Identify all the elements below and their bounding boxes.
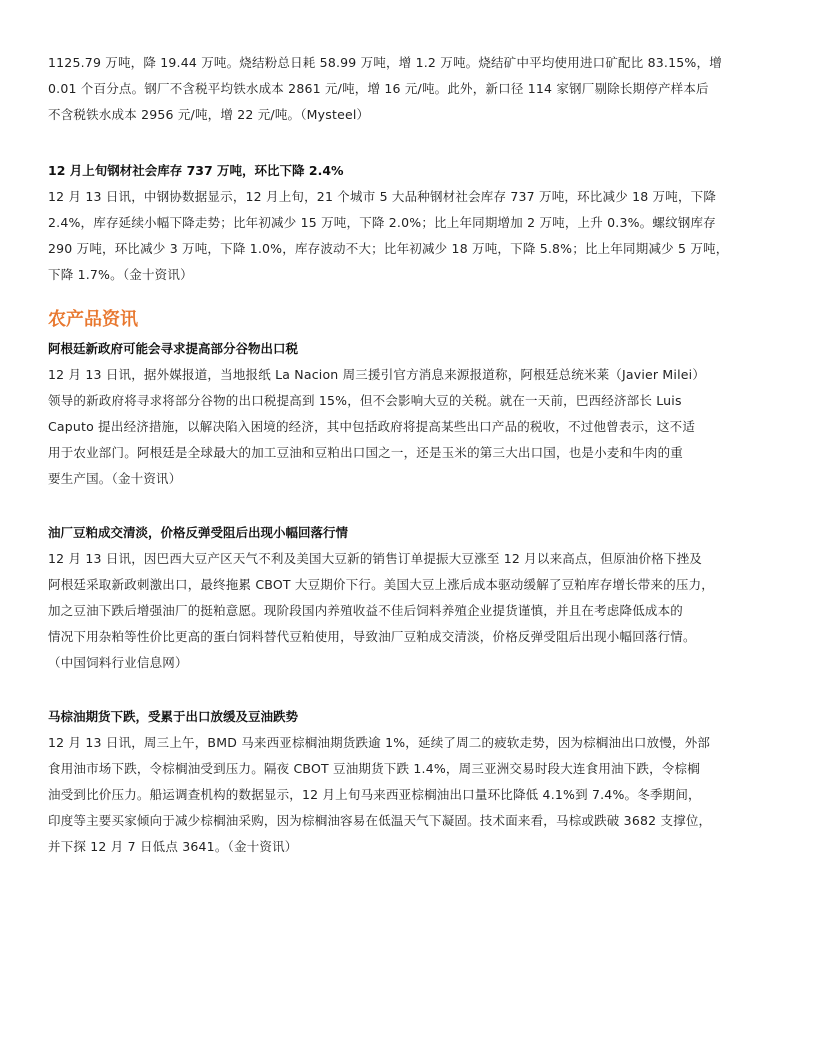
text-line: Caputo 提出经济措施，以解决陷入困境的经济，其中包括政府将提高某些出口产品的税收，不过他曾表示，这不适 bbox=[48, 419, 696, 434]
text-line: 食用油市场下跌，令棕榈油受到压力。隔夜 CBOT 豆油期货下跌 1.4%，周三亚洲交易时段大连食用油下跌，令棕榈 bbox=[48, 761, 700, 776]
steel-inventory-article bbox=[48, 158, 768, 288]
continuation-paragraph bbox=[48, 50, 768, 128]
article-body bbox=[48, 362, 768, 492]
text-line: 1125.79 万吨，降 19.44 万吨。烧结粉总日耗 58.99 万吨，增 1.2 万吨。烧结矿中平均使用进口矿配比 83.15%，增 bbox=[48, 55, 722, 70]
article-headline: 阿根廷新政府可能会寻求提高部分谷物出口税 bbox=[48, 341, 299, 356]
article-headline: 12 月上旬钢材社会库存 737 万吨，环比下降 2.4% bbox=[48, 163, 344, 178]
text-line: 并下探 12 月 7 日低点 3641。（金十资讯） bbox=[48, 839, 298, 854]
text-line: 290 万吨，环比减少 3 万吨，下降 1.0%，库存波动不大；比年初减少 18 万吨，下降 5.8%；比上年同期减少 5 万吨， bbox=[48, 241, 729, 256]
text-line: 0.01 个百分点。钢厂不含税平均铁水成本 2861 元/吨，增 16 元/吨。此外，新口径 114 家钢厂剔除长期停产样本后 bbox=[48, 81, 709, 96]
text-line: 要生产国。（金十资讯） bbox=[48, 471, 182, 486]
text-line: 12 月 13 日讯，据外媒报道，当地报纸 La Nacion 周三援引官方消息来源报道称，阿根廷总统米莱（Javier Milei） bbox=[48, 367, 706, 382]
text-line: 领导的新政府将寻求将部分谷物的出口税提高到 15%，但不会影响大豆的关税。就在一天前，巴西经济部长 Luis bbox=[48, 393, 682, 408]
article-body bbox=[48, 546, 768, 676]
text-line: 不含税铁水成本 2956 元/吨，增 22 元/吨。（Mysteel） bbox=[48, 107, 370, 122]
article-body bbox=[48, 184, 768, 288]
text-line: 12 月 13 日讯，中钢协数据显示，12 月上旬，21 个城市 5 大品种钢材社会库存 737 万吨，环比减少 18 万吨，下降 bbox=[48, 189, 717, 204]
text-line: 情况下用杂粕等性价比更高的蛋白饲料替代豆粕使用，导致油厂豆粕成交清淡，价格反弹受阻后出现小幅回落行情。 bbox=[48, 629, 696, 644]
text-line: 阿根廷采取新政刺激出口，最终拖累 CBOT 大豆期价下行。美国大豆上涨后成本驱动缓解了豆粕库存增长带来的压力， bbox=[48, 577, 715, 592]
text-line: 用于农业部门。阿根廷是全球最大的加工豆油和豆粕出口国之一，还是玉米的第三大出口国，也是小麦和牛肉的重 bbox=[48, 445, 684, 460]
text-line: 印度等主要买家倾向于减少棕榈油采购，因为棕榈油容易在低温天气下凝固。技术面来看，马棕或跌破 3682 支撑位， bbox=[48, 813, 712, 828]
article-headline: 马棕油期货下跌，受累于出口放缓及豆油跌势 bbox=[48, 709, 299, 724]
text-line: （中国饲料行业信息网） bbox=[48, 655, 188, 670]
argentina-export-tax-article bbox=[48, 336, 768, 492]
soymeal-article bbox=[48, 520, 768, 676]
text-line: 油受到比价压力。船运调查机构的数据显示，12 月上旬马来西亚棕榈油出口量环比降低 4.1%到 7.4%。冬季期间， bbox=[48, 787, 701, 802]
section-title: 农产品资讯 bbox=[48, 309, 138, 330]
palm-oil-article bbox=[48, 704, 768, 860]
text-line: 2.4%，库存延续小幅下降走势；比年初减少 15 万吨，下降 2.0%；比上年同期增加 2 万吨，上升 0.3%。螺纹钢库存 bbox=[48, 215, 716, 230]
article-body bbox=[48, 730, 768, 860]
text-line: 12 月 13 日讯，因巴西大豆产区天气不利及美国大豆新的销售订单提振大豆涨至 12 月以来高点，但原油价格下挫及 bbox=[48, 551, 702, 566]
article-headline: 油厂豆粕成交清淡，价格反弹受阻后出现小幅回落行情 bbox=[48, 525, 349, 540]
document-page bbox=[48, 50, 768, 860]
text-line: 加之豆油下跌后增强油厂的挺粕意愿。现阶段国内养殖收益不佳后饲料养殖企业提货谨慎，并且在考虑降低成本的 bbox=[48, 603, 684, 618]
text-line: 12 月 13 日讯，周三上午，BMD 马来西亚棕榈油期货跌逾 1%，延续了周二的疲软走势，因为棕榈油出口放慢，外部 bbox=[48, 735, 711, 750]
text-line: 下降 1.7%。（金十资讯） bbox=[48, 267, 193, 282]
